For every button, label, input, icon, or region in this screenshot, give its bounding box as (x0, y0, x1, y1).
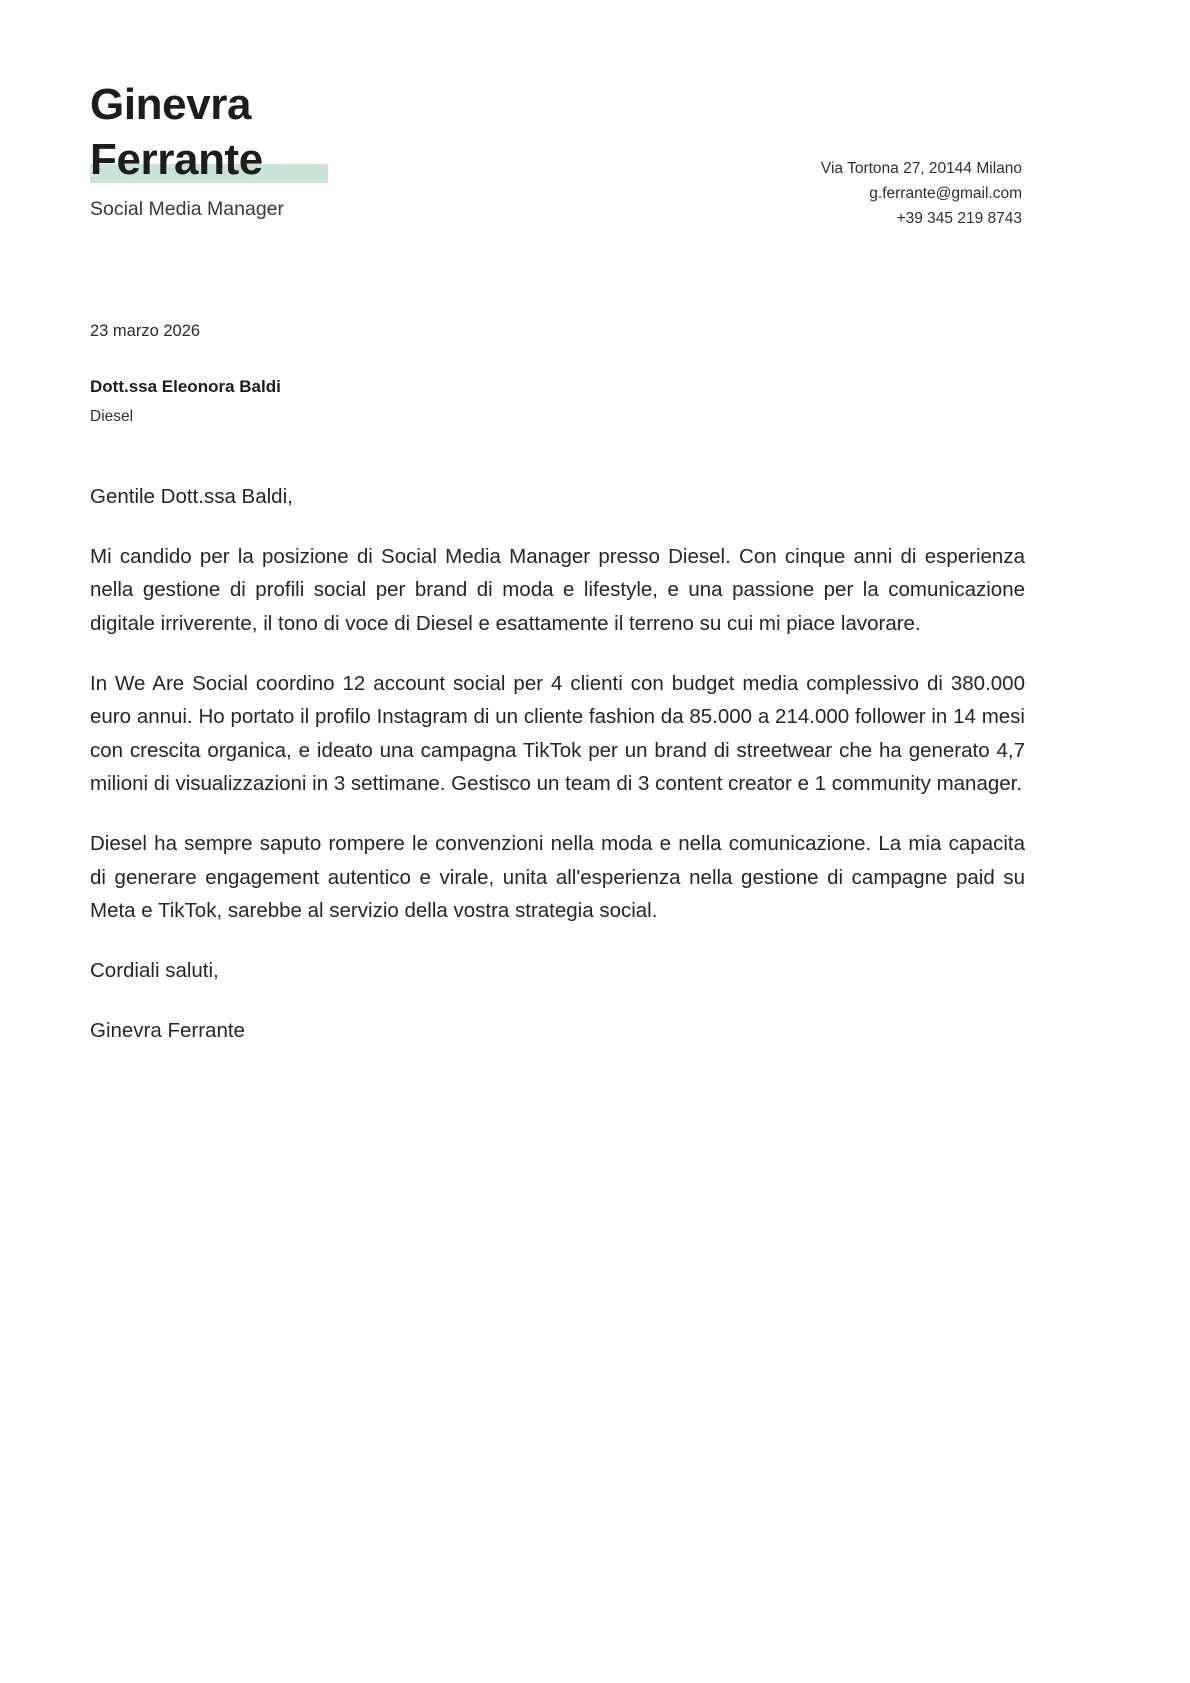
letter-body (90, 480, 1025, 1047)
identity-block (90, 78, 610, 222)
contact-email[interactable]: g.ferrante@gmail.com (869, 185, 1022, 203)
applicant-name (90, 78, 610, 187)
body-paragraph-3: Diesel ha sempre saputo rompere le convenzioni nella moda e nella comunicazione. La mia capacita di generare engagement autentico e virale, unita all'esperienza nella gestione di campagne paid su Meta e TikTok, sarebbe al servizio della vostra strategia social. (90, 832, 1025, 923)
signature-name: Ginevra Ferrante (90, 1018, 245, 1042)
contact-phone[interactable]: +39 345 219 8743 (896, 210, 1022, 228)
first-name-text: Ginevra (90, 80, 252, 129)
recipient-company: Diesel (90, 407, 134, 425)
contact-block (821, 78, 1022, 231)
letter-header (90, 78, 1022, 248)
job-title: Social Media Manager (90, 198, 285, 221)
last-name-line (90, 133, 610, 188)
closing-line: Cordiali saluti, (90, 958, 219, 982)
body-paragraph-2: In We Are Social coordino 12 account social per 4 clienti con budget media complessivo di 380.000 euro annui. Ho portato il profilo Instagram di un cliente fashion da 85.000 a 214.000 follower in 14 mesi con crescita organica, e ideato una campagna TikTok per un brand di streetwear che ha generato 4,7 milioni di visualizzazioni in 3 settimane. Gestisco un team di 3 content creator e 1 community manager. (90, 671, 1025, 796)
last-name-text: Ferrante (90, 134, 263, 184)
body-paragraph-1: Mi candido per la posizione di Social Media Manager presso Diesel. Con cinque anni di esperienza nella gestione di profili social per brand di moda e lifestyle, e una passione per la comunicazione digitale irriverente, il tono di voce di Diesel e esattamente il terreno su cui mi piace lavorare. (90, 544, 1025, 636)
first-name-line (90, 78, 610, 133)
recipient-name: Dott.ssa Eleonora Baldi (90, 377, 281, 397)
letter-date: 23 marzo 2026 (90, 322, 201, 340)
recipient-block (90, 375, 1022, 428)
contact-address: Via Tortona 27, 20144 Milano (820, 160, 1022, 177)
letter-meta (90, 320, 1022, 428)
salutation: Gentile Dott.ssa Baldi, (90, 485, 293, 509)
